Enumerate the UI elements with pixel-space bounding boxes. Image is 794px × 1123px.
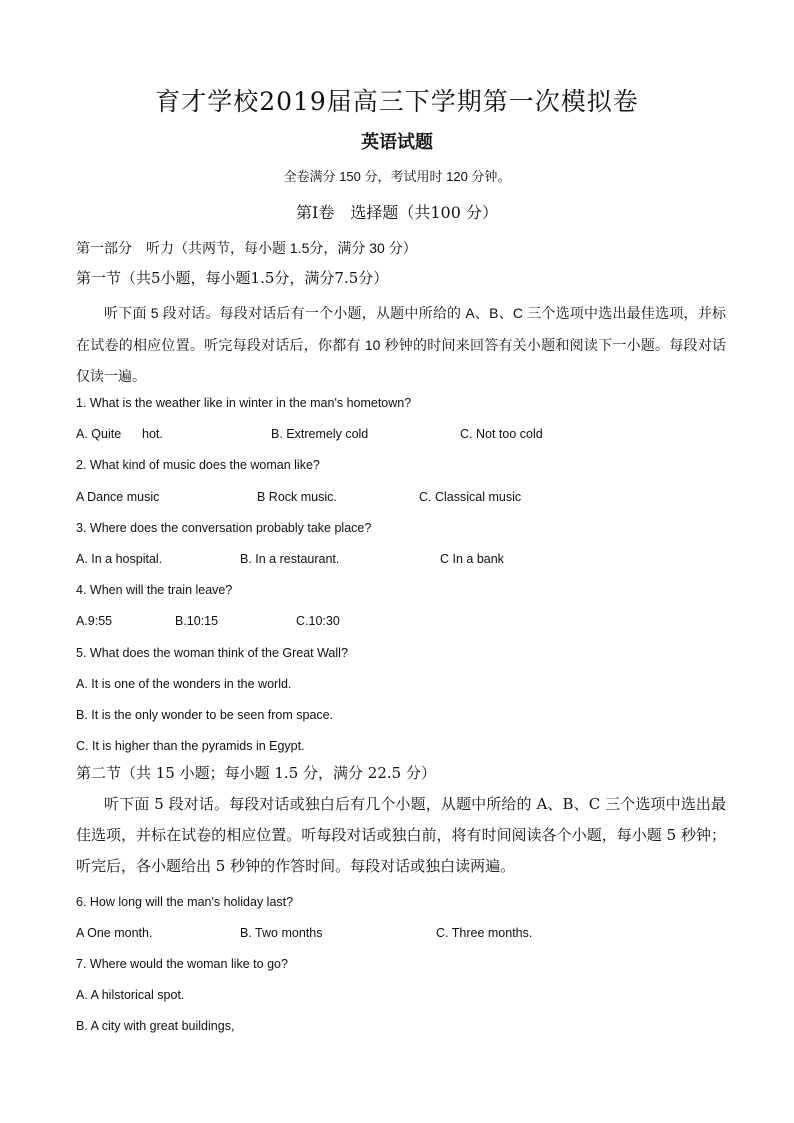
question-3-option-a[interactable]: A. In a hospital. — [76, 552, 163, 566]
question-3-option-c[interactable]: C In a bank — [440, 552, 504, 566]
section2-heading: 第二节（共 15 小题；每小题 1.5 分，满分 22.5 分） — [76, 764, 436, 782]
question-1-option-a[interactable]: A. Quite hot. — [76, 427, 163, 441]
question-1-option-b[interactable]: B. Extremely cold — [271, 427, 369, 441]
question-6-option-a[interactable]: A One month. — [76, 926, 153, 940]
question-7-option-b[interactable]: B. A city with great buildings, — [76, 1019, 235, 1033]
question-1-stem: 1. What is the weather like in winter in the man's hometown? — [76, 396, 412, 410]
question-1-option-c[interactable]: C. Not too cold — [460, 427, 543, 441]
question-4-stem: 4. When will the train leave? — [76, 583, 233, 597]
section1-heading: 第一节（共5小题，每小题1.5分，满分7.5分） — [76, 269, 389, 287]
question-5-stem: 5. What does the woman think of the Great Wall? — [76, 646, 348, 660]
question-6-option-b[interactable]: B. Two months — [240, 926, 323, 940]
question-3-option-b[interactable]: B. In a restaurant. — [240, 552, 340, 566]
exam-title: 育才学校2019届高三下学期第一次模拟卷 — [155, 87, 639, 116]
question-7-option-a[interactable]: A. A hilstorical spot. — [76, 988, 185, 1002]
question-5-option-a[interactable]: A. It is one of the wonders in the world. — [76, 677, 292, 691]
question-4-option-a[interactable]: A.9:55 — [76, 614, 113, 628]
volume-title: 第Ⅰ卷 选择题（共100 分） — [296, 203, 498, 222]
exam-subtitle: 英语试题 — [361, 132, 433, 152]
question-2-option-c[interactable]: C. Classical music — [419, 490, 522, 504]
question-5-option-b[interactable]: B. It is the only wonder to be seen from space. — [76, 708, 334, 722]
question-3-stem: 3. Where does the conversation probably take place? — [76, 521, 372, 535]
section1-instructions: 听下面 5 段对话。每段对话后有一个小题，从题中所给的 A、B、C 三个选项中选出最佳选项，并标在试卷的相应位置。听完每段对话后，你都有 10 秒钟的时间来回答有关小题和阅读下一小题。每段对话仅读一遍。 — [76, 305, 726, 384]
question-7-stem: 7. Where would the woman like to go? — [76, 957, 288, 971]
exam-score-note: 全卷满分 150 分，考试用时 120 分钟。 — [283, 169, 511, 184]
part1-heading: 第一部分 听力（共两节，每小题 1.5分，满分 30 分） — [76, 240, 417, 256]
question-5-option-c[interactable]: C. It is higher than the pyramids in Egypt. — [76, 739, 305, 753]
question-2-option-a[interactable]: A Dance music — [76, 490, 160, 504]
question-2-option-b[interactable]: B Rock music. — [257, 490, 337, 504]
question-4-option-c[interactable]: C.10:30 — [296, 614, 340, 628]
question-2-stem: 2. What kind of music does the woman like? — [76, 458, 320, 472]
question-4-option-b[interactable]: B.10:15 — [175, 614, 219, 628]
question-6-stem: 6. How long will the man's holiday last? — [76, 895, 294, 909]
question-6-option-c[interactable]: C. Three months. — [436, 926, 533, 940]
section2-instructions: 听下面 5 段对话。每段对话或独白后有几个小题，从题中所给的 A、B、C 三个选项中选出最佳选项，并标在试卷的相应位置。听每段对话或独白前，将有时间阅读各个小题，每小题 5 秒钟；听完后，各小题给出 5 秒钟的作答时间。每段对话或独白读两遍。 — [76, 795, 726, 875]
